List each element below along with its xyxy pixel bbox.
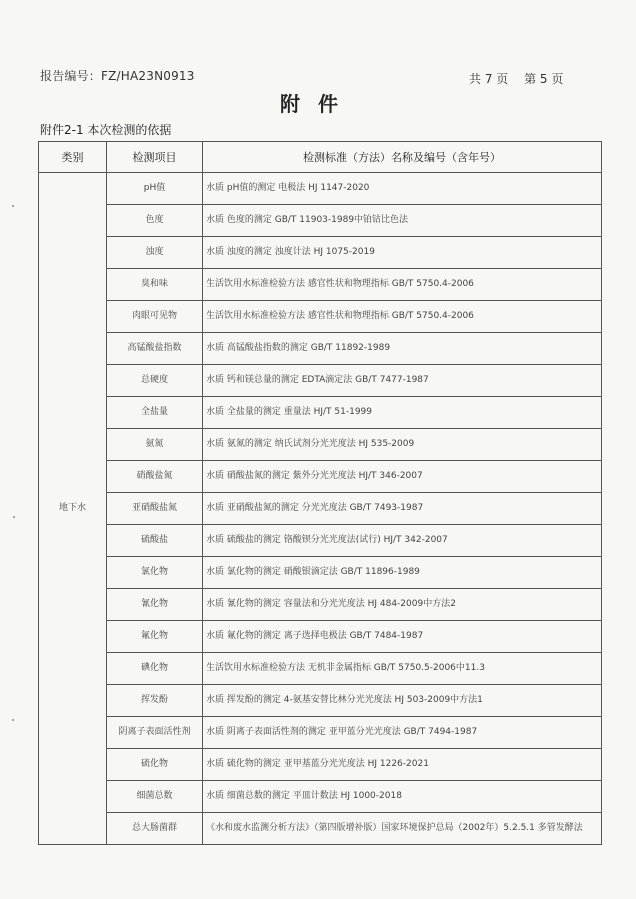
test-item: 细菌总数 <box>107 781 203 813</box>
test-item: 挥发酚 <box>107 685 203 717</box>
test-item: 色度 <box>107 205 203 237</box>
header-standard-method: 检测标准（方法）名称及编号（含年号） <box>203 142 602 173</box>
scan-speck <box>12 719 14 721</box>
test-item: 氰化物 <box>107 589 203 621</box>
test-method: 水质 挥发酚的测定 4-氨基安替比林分光光度法 HJ 503-2009中方法1 <box>203 685 602 717</box>
test-method: 水质 亚硝酸盐氮的测定 分光光度法 GB/T 7493-1987 <box>203 493 602 525</box>
table-row <box>39 397 602 429</box>
test-item: 总大肠菌群 <box>107 813 203 845</box>
test-method: 水质 阴离子表面活性剂的测定 亚甲蓝分光光度法 GB/T 7494-1987 <box>203 717 602 749</box>
page-indicator <box>469 70 563 87</box>
test-method: 生活饮用水标准检验方法 无机非金属指标 GB/T 5750.5-2006中11.3 <box>203 653 602 685</box>
test-item: 全盐量 <box>107 397 203 429</box>
test-item: 氟化物 <box>107 621 203 653</box>
table-row <box>39 205 602 237</box>
test-item: 臭和味 <box>107 269 203 301</box>
table-row <box>39 237 602 269</box>
table-row <box>39 813 602 845</box>
test-method: 《水和废水监测分析方法》（第四版增补版）国家环境保护总局（2002年）5.2.5.1 多管发酵法 <box>203 813 602 845</box>
table-row <box>39 365 602 397</box>
test-item: 氨氮 <box>107 429 203 461</box>
test-item: 肉眼可见物 <box>107 301 203 333</box>
table-row <box>39 301 602 333</box>
test-method: 水质 浊度的测定 浊度计法 HJ 1075-2019 <box>203 237 602 269</box>
test-item: 浊度 <box>107 237 203 269</box>
test-method: 水质 氟化物的测定 离子选择电极法 GB/T 7484-1987 <box>203 621 602 653</box>
test-method: 生活饮用水标准检验方法 感官性状和物理指标 GB/T 5750.4-2006 <box>203 301 602 333</box>
test-item: 碘化物 <box>107 653 203 685</box>
table-row <box>39 653 602 685</box>
test-method: 水质 全盐量的测定 重量法 HJ/T 51-1999 <box>203 397 602 429</box>
scan-speck <box>12 205 14 207</box>
header-test-item: 检测项目 <box>107 142 203 173</box>
table-row <box>39 429 602 461</box>
table-row <box>39 749 602 781</box>
table-row <box>39 781 602 813</box>
table-row <box>39 493 602 525</box>
table-row <box>39 269 602 301</box>
test-item: 阴离子表面活性剂 <box>107 717 203 749</box>
test-method: 水质 氨氮的测定 纳氏试剂分光光度法 HJ 535-2009 <box>203 429 602 461</box>
table-row <box>39 525 602 557</box>
table-row <box>39 333 602 365</box>
test-method: 水质 高锰酸盐指数的测定 GB/T 11892-1989 <box>203 333 602 365</box>
table-row <box>39 685 602 717</box>
test-item: pH值 <box>107 173 203 205</box>
test-method: 水质 氰化物的测定 容量法和分光光度法 HJ 484-2009中方法2 <box>203 589 602 621</box>
test-method: 水质 氯化物的测定 硝酸银滴定法 GB/T 11896-1989 <box>203 557 602 589</box>
test-method: 水质 细菌总数的测定 平皿计数法 HJ 1000-2018 <box>203 781 602 813</box>
total-pages: 共 7 页 <box>469 72 509 86</box>
test-item: 硫化物 <box>107 749 203 781</box>
table-row <box>39 557 602 589</box>
header-category: 类别 <box>39 142 107 173</box>
test-item: 硫酸盐 <box>107 525 203 557</box>
test-method: 水质 硫化物的测定 亚甲基蓝分光光度法 HJ 1226-2021 <box>203 749 602 781</box>
test-method: 水质 pH值的测定 电极法 HJ 1147-2020 <box>203 173 602 205</box>
table-row <box>39 621 602 653</box>
test-method: 生活饮用水标准检验方法 感官性状和物理指标 GB/T 5750.4-2006 <box>203 269 602 301</box>
table-row <box>39 173 602 205</box>
document-title: 附件 <box>280 92 356 116</box>
table-row <box>39 461 602 493</box>
test-method: 水质 硝酸盐氮的测定 紫外分光光度法 HJ/T 346-2007 <box>203 461 602 493</box>
scan-speck <box>13 516 15 518</box>
table-row <box>39 589 602 621</box>
test-item: 高锰酸盐指数 <box>107 333 203 365</box>
test-method: 水质 色度的测定 GB/T 11903-1989中铂钴比色法 <box>203 205 602 237</box>
testing-basis-table <box>38 141 602 845</box>
test-method: 水质 硫酸盐的测定 铬酸钡分光光度法(试行) HJ/T 342-2007 <box>203 525 602 557</box>
page-number: 第 5 页 <box>524 72 564 86</box>
category-cell: 地下水 <box>39 173 107 845</box>
attachment-subtitle: 附件2-1 本次检测的依据 <box>40 123 172 137</box>
test-method: 水质 钙和镁总量的测定 EDTA滴定法 GB/T 7477-1987 <box>203 365 602 397</box>
report-number: 报告编号：FZ/HA23N0913 <box>40 69 195 83</box>
test-item: 氯化物 <box>107 557 203 589</box>
test-item: 亚硝酸盐氮 <box>107 493 203 525</box>
table-row <box>39 717 602 749</box>
test-item: 总硬度 <box>107 365 203 397</box>
test-item: 硝酸盐氮 <box>107 461 203 493</box>
table-header-row <box>39 142 602 173</box>
